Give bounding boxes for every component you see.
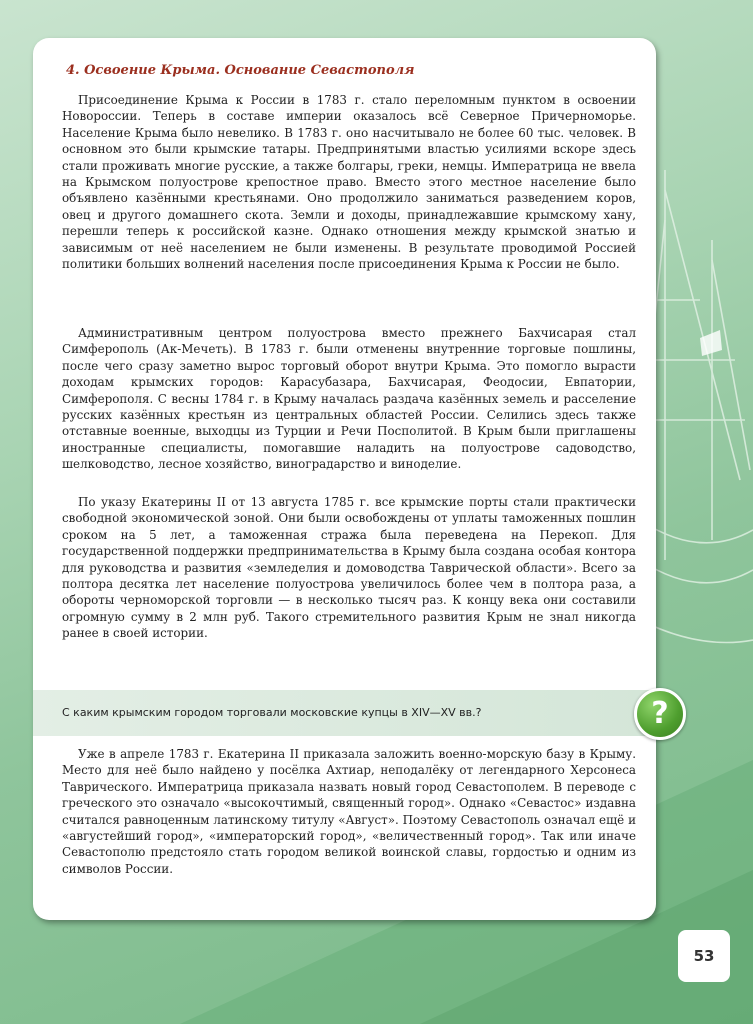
page-number: 53 — [678, 930, 730, 982]
section-heading: 4. Освоение Крыма. Основание Севастополя — [66, 63, 415, 78]
flag-shape — [700, 330, 722, 356]
paragraph-sevastopol: Уже в апреле 1783 г. Екатерина II приказала заложить военно-морскую базу в Крыму. Место для неё было найдено у посёлка Ахтиар, неподалёку от легендарного Херсонеса Таврического. Императрица приказала назвать новый город Севастополем. В переводе с греческого это означало «высокочтимый, священный город». Однако «Севастос» издавна считался равноценным латинскому титулу «Август». Поэтому Севастополь означал ещё и «августейший город», «императорский город», «величественный город». Так или иначе Севастополю предстояло стать городом великой воинской славы, гордостью и одним из символов России. — [62, 747, 636, 876]
paragraph-simferopol: Административным центром полуострова вместо прежнего Бахчисарая стал Симферополь (Ак-Мечеть). В 1783 г. были отменены внутренние торговые пошлины, после чего сразу заметно вырос торговый оборот внутри Крыма. Это помогло вырасти доходам крымских городов: Карасубазара, Бахчисарая, Феодосии, Евпатории, Симферополя. С весны 1784 г. в Крыму началась раздача казённых земель и расселение русских казённых крестьян из центральных областей России. Селились здесь также отставные военные, выходцы из Турции и Речи Посполитой. В Крым были приглашены иностранные специалисты, помогавшие наладить на полуострове садоводство, шелководство, лесное хозяйство, виноградарство и виноделие. — [62, 326, 636, 472]
paragraph-annexation: Присоединение Крыма к России в 1783 г. стало переломным пунктом в освоении Новороссии. Теперь в составе империи оказалось всё Северное Причерноморье. Население Крыма было невелико. В 1783 г. оно насчитывало не более 60 тыс. человек. В основном это были крымские татары. Предпринятыми властью усилиями вскоре здесь стали проживать многие русские, а также болгары, греки, немцы. Императрица не ввела на Крымском полуострове крепостное право. Вместо этого местное население было объявлено казёнными крестьянами. Оно продолжило заниматься разведением коров, овец и другого домашнего скота. Земли и доходы, принадлежавшие крымскому хану, перешли теперь к российской казне. Однако отношения между крымской знатью и зависимым от неё населением не были изменены. В результате проводимой Россией политики больших волнений населения после присоединения Крыма к России не было. — [62, 93, 636, 272]
question-icon: ? — [634, 688, 686, 740]
question-text: С каким крымским городом торговали московские купцы в XIV—XV вв.? — [62, 706, 482, 719]
paragraph-free-economic-zone: По указу Екатерины II от 13 августа 1785 г. все крымские порты стали практически свободной экономической зоной. Они были освобождены от уплаты таможенных пошлин сроком на 5 лет, а таможенная стража была переведена на Перекоп. Для государственной поддержки предпринимательства в Крыму была создана особая контора для руководства и развития «земледелия и домоводства Таврической области». Всего за полтора десятка лет население полуострова увеличилось более чем в полтора раза, а обороты черноморской торговли — в несколько тысяч раз. К концу века они составили огромную сумму в 2 млн руб. Такого стремительного развития Крым не знал никогда ранее в своей истории. — [62, 495, 636, 641]
